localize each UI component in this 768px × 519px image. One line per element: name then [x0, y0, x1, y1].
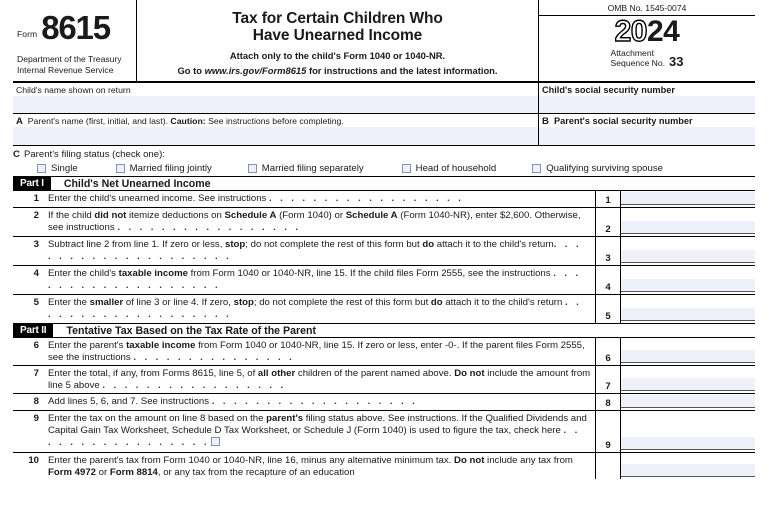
form-number: 8615	[41, 9, 110, 46]
body-text: Subtract line 2 from line 1. If zero or less,	[48, 239, 226, 250]
emphasis-text: smaller	[89, 297, 124, 308]
attachment-label-2: Sequence No.	[610, 58, 665, 68]
form-title-block	[137, 0, 539, 81]
body-text: of line 3 or line 4. If zero,	[123, 297, 234, 308]
form-line-1	[13, 191, 755, 207]
identity-block	[13, 83, 755, 146]
department-line-2: Internal Revenue Service	[17, 65, 114, 76]
form-label: Form	[17, 29, 38, 40]
tax-year-century: 20	[614, 15, 647, 48]
line-number-box: 8	[595, 394, 621, 410]
line-number-box: 7	[595, 366, 621, 393]
part-1-header	[13, 176, 755, 191]
department-line-1: Department of the Treasury	[17, 54, 122, 65]
parent-name-label	[13, 114, 538, 127]
filing-status-option-1[interactable]	[116, 163, 212, 174]
emphasis-text: did not	[94, 210, 127, 221]
dot-leader: . . . . . . . . . . . . . . .	[133, 352, 295, 364]
attachment-sequence-number: 33	[669, 54, 684, 69]
line-instruction	[48, 295, 595, 323]
form-line-5	[13, 295, 755, 323]
amount-column-rule	[620, 338, 621, 479]
line-instruction	[48, 394, 595, 410]
body-text: or	[96, 467, 110, 479]
amount-column-rule	[620, 191, 621, 323]
filing-status-option-label: Head of household	[415, 163, 497, 174]
dot-leader: . . . . . . . . . . . . . . . . .	[102, 380, 287, 392]
parent-ssn-text: Parent's social security number	[554, 116, 693, 126]
body-text: attach it to the child's return	[442, 297, 566, 308]
filing-status-options	[13, 163, 755, 176]
amount-input-line-2[interactable]	[621, 221, 755, 234]
amount-input-line-1[interactable]	[621, 192, 755, 205]
parent-name-cell	[13, 114, 539, 145]
body-text: itemize deductions on	[126, 210, 225, 221]
amount-input-line-8[interactable]	[621, 395, 755, 408]
form-title-line-2: Have Unearned Income	[252, 27, 423, 44]
part-1-lines	[13, 191, 755, 323]
parent-ssn-label	[539, 114, 755, 127]
dot-leader: . . . . . . . . . . . . . . . . . . . .	[48, 239, 582, 263]
body-text: Enter the child's unearned income. See instructions	[48, 193, 270, 204]
child-identity-row	[13, 83, 755, 114]
part-2-header	[13, 323, 755, 338]
line-instruction	[48, 208, 595, 236]
line-number-box: 2	[595, 208, 621, 236]
checkbox-icon[interactable]	[532, 164, 541, 173]
line-number-box: 4	[595, 266, 621, 294]
amount-input-line-6[interactable]	[621, 350, 755, 363]
line-number: 2	[33, 210, 39, 221]
attachment-sequence	[539, 48, 755, 68]
emphasis-text: Form 4972	[48, 467, 96, 479]
dot-leader: . . . . . . . . . . . . . . . . . . .	[48, 297, 582, 321]
body-text: Add lines 5, 6, and 7. See instructions	[48, 395, 212, 407]
line-number-box: 9	[595, 411, 621, 452]
omb-block	[539, 0, 755, 81]
body-text: from Form 1040 or 1040-NR, line 15. If the child files Form 2555, see the instructions	[187, 268, 554, 279]
filing-status-option-4[interactable]	[532, 163, 663, 174]
emphasis-text: stop	[233, 297, 254, 308]
emphasis-text: Do not	[454, 367, 485, 379]
dot-leader: . . . . . . . . . . . . . . . . . .	[269, 193, 464, 204]
dot-leader: . . . . . . . . . . . . . . . . .	[48, 425, 581, 449]
child-ssn-cell	[539, 83, 755, 113]
body-text: Enter the child's	[48, 268, 119, 279]
parent-name-text: Parent's name (first, initial, and last).	[27, 116, 168, 126]
filing-status-option-2[interactable]	[248, 163, 364, 174]
form-line-3	[13, 237, 755, 265]
child-ssn-input[interactable]	[539, 96, 755, 113]
line-number-box	[595, 453, 621, 480]
form-line-9	[13, 411, 755, 452]
goto-prefix: Go to	[177, 64, 205, 76]
item-letter-a: A	[16, 116, 23, 127]
filing-status-section	[13, 146, 755, 176]
child-name-cell	[13, 83, 539, 113]
body-text: include the amount from line 5 above	[48, 367, 591, 392]
part-2-lines	[13, 338, 755, 479]
line-number: 9	[33, 412, 39, 424]
dot-leader: . . . . . . . . . . . . . . . . . . .	[48, 268, 582, 292]
amount-input-line-9[interactable]	[621, 437, 755, 450]
goto-instruction	[137, 65, 538, 76]
checkbox-icon[interactable]	[402, 164, 411, 173]
body-text: children of the parent named above.	[295, 367, 455, 379]
body-text: from Form 1040 or 1040-NR, line 15. If zero or less, enter -0-. If the parent files Form 2555, see the instructions	[48, 340, 585, 364]
amount-input-line-4[interactable]	[621, 279, 755, 292]
checkbox-icon[interactable]	[248, 164, 257, 173]
item-letter-b: B	[542, 116, 549, 127]
body-text: include any tax from	[484, 454, 573, 466]
dot-leader: . . . . . . . . . . . . . . . . . . .	[211, 395, 418, 407]
body-text: ; do not complete the rest of this form but	[253, 297, 431, 308]
line-instruction	[48, 453, 595, 480]
body-text: Enter the	[48, 297, 90, 308]
line-number: 10	[28, 454, 39, 466]
emphasis-text: stop	[225, 239, 246, 250]
agency-block	[13, 54, 136, 76]
emphasis-text: do	[422, 239, 435, 250]
tax-year-yy: 24	[647, 15, 680, 48]
form-line-4	[13, 266, 755, 294]
child-ssn-label: Child's social security number	[542, 85, 675, 95]
line-number-box: 5	[595, 295, 621, 323]
line-instruction	[48, 266, 595, 294]
body-text: , or any tax from the recapture of an education	[157, 467, 355, 479]
amount-input-line-10[interactable]	[621, 464, 755, 477]
body-text: Enter the tax on the amount on line 8 based on the	[48, 412, 267, 424]
emphasis-text: Do not	[454, 454, 485, 466]
line-number: 8	[33, 395, 39, 407]
form-line-2	[13, 208, 755, 236]
line-number: 3	[33, 239, 39, 250]
line-number-box: 3	[595, 237, 621, 265]
body-text: ; do not complete the rest of this form but	[245, 239, 423, 250]
body-text: Enter the total, if any, from Forms 8615, line 5, of	[48, 367, 258, 379]
part-2-tag: Part II	[13, 324, 53, 337]
form-identity-block	[13, 0, 137, 81]
form-header	[13, 0, 755, 83]
caution-label: Caution:	[170, 116, 206, 126]
parent-ssn-input[interactable]	[539, 127, 755, 145]
line-number: 4	[33, 268, 39, 279]
body-text: If the child	[48, 210, 95, 221]
goto-suffix: for instructions and the latest information.	[306, 64, 498, 76]
emphasis-text: taxable income	[118, 268, 188, 279]
checkbox-icon[interactable]	[37, 164, 46, 173]
line-instruction	[48, 366, 595, 393]
emphasis-text: do	[430, 297, 443, 308]
line-instruction	[48, 237, 595, 265]
form-line-6	[13, 338, 755, 365]
part-2-title: Tentative Tax Based on the Tax Rate of the Parent	[66, 324, 316, 337]
parent-name-input[interactable]	[13, 127, 538, 145]
omb-number: OMB No. 1545-0074	[539, 0, 755, 16]
emphasis-text: Schedule A	[345, 210, 398, 221]
emphasis-text: parent's	[266, 412, 304, 424]
irs-url[interactable]: www.irs.gov/Form8615	[204, 64, 307, 76]
emphasis-text: Form 8814	[109, 467, 158, 479]
filing-status-option-label: Married filing separately	[261, 163, 364, 174]
body-text: (Form 1040) or	[276, 210, 346, 221]
dot-leader: . . . . . . . . . . . . . . . . .	[117, 222, 301, 234]
line-number: 7	[33, 367, 39, 379]
emphasis-text: taxable income	[126, 340, 196, 351]
line-number: 5	[33, 297, 39, 308]
form-line-7	[13, 366, 755, 393]
line-instruction	[48, 411, 595, 452]
line-number: 1	[33, 193, 39, 204]
body-text: Enter the parent's	[48, 340, 127, 351]
amount-input-line-3[interactable]	[621, 250, 755, 263]
attachment-label-1: Attachment	[610, 48, 654, 58]
body-text: Enter the parent's tax from Form 1040 or 1040-NR, line 16, minus any alternative minimum tax.	[48, 454, 455, 466]
attach-instruction: Attach only to the child's Form 1040 or 1040-NR.	[229, 50, 446, 61]
filing-status-option-label: Single	[51, 163, 78, 174]
filing-status-label	[13, 149, 755, 160]
body-text: attach it to the child's return	[434, 239, 554, 250]
line-number-box: 6	[595, 338, 621, 365]
line-instruction	[48, 338, 595, 365]
filing-status-option-3[interactable]	[402, 163, 497, 174]
filing-status-text: Parent's filing status (check one):	[23, 149, 165, 160]
body-text: (Form 1040-NR), enter $2,600. Otherwise, see instructions	[48, 210, 581, 234]
line-number-box: 1	[595, 191, 621, 207]
parent-identity-row	[13, 114, 755, 145]
emphasis-text: Schedule A	[224, 210, 277, 221]
line-instruction	[48, 191, 595, 207]
body-text: filing status above. See instructions. If the Qualified Dividends and Capital Gain Tax Worksheet, Schedule D Tax Worksheet, or Schedule J (Form 1040) is used to figure the tax, check here	[48, 412, 587, 437]
form-title-line-1: Tax for Certain Children Who	[232, 10, 443, 27]
amount-input-line-7[interactable]	[621, 378, 755, 391]
child-name-input[interactable]	[13, 96, 538, 113]
checkbox-icon[interactable]	[211, 437, 220, 446]
child-name-label: Child's name shown on return	[16, 85, 131, 95]
filing-status-option-label: Qualifying surviving spouse	[546, 163, 663, 174]
caution-text: See instructions before completing.	[205, 116, 344, 126]
parent-ssn-cell	[539, 114, 755, 145]
tax-year	[539, 17, 755, 47]
line-number: 6	[33, 340, 39, 351]
part-1-tag: Part I	[13, 177, 51, 190]
amount-input-line-5[interactable]	[621, 308, 755, 321]
item-letter-c: C	[13, 149, 20, 160]
filing-status-option-label: Married filing jointly	[129, 163, 212, 174]
filing-status-option-0[interactable]	[37, 163, 78, 174]
part-1-title: Child's Net Unearned Income	[63, 177, 211, 190]
form-line-8	[13, 394, 755, 410]
emphasis-text: all other	[257, 367, 296, 379]
form-line-10	[13, 453, 755, 480]
checkbox-icon[interactable]	[116, 164, 125, 173]
